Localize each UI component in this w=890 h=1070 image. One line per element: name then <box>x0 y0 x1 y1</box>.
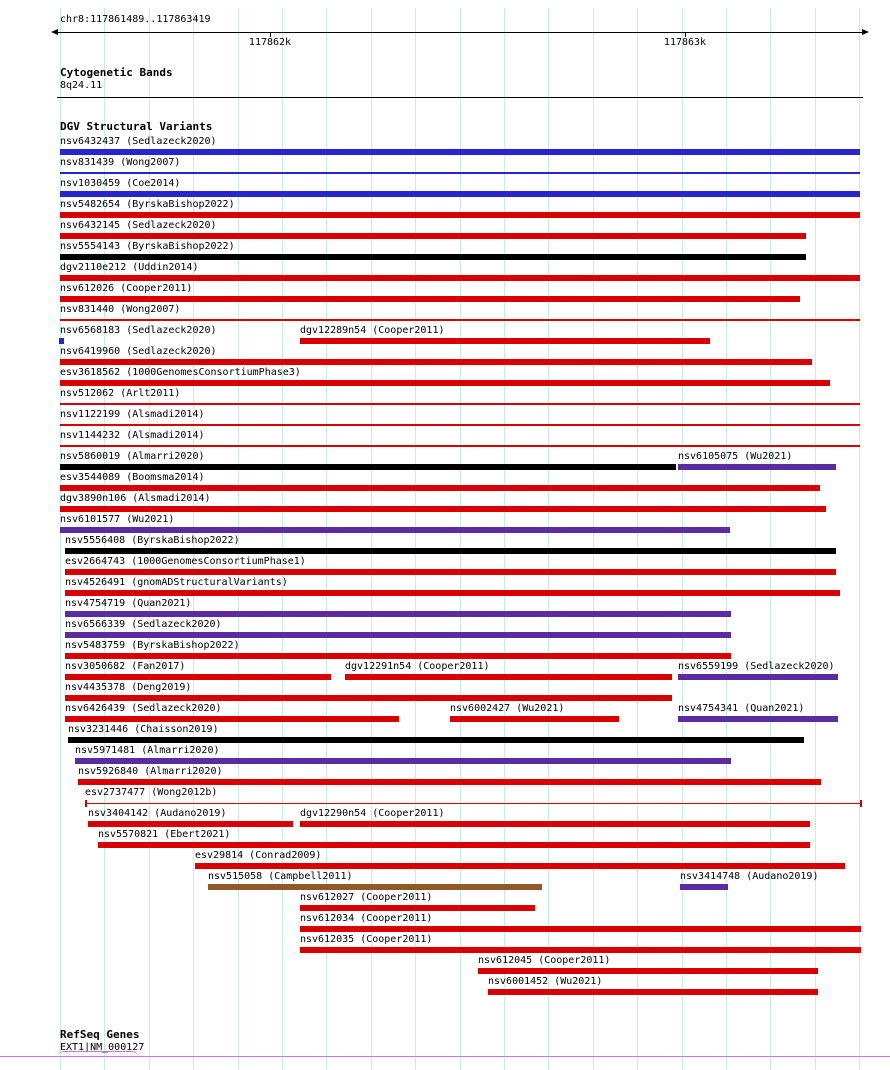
variant-label[interactable]: nsv4754719 (Quan2021) <box>65 598 192 609</box>
region-coordinates: chr8:117861489..117863419 <box>60 14 211 25</box>
variant-bar[interactable] <box>85 800 862 807</box>
variant-bar[interactable] <box>678 716 838 722</box>
variant-label[interactable]: dgv12291n54 (Cooper2011) <box>345 661 490 672</box>
variant-bar[interactable] <box>65 674 331 680</box>
variant-label[interactable]: nsv6101577 (Wu2021) <box>60 514 175 525</box>
gridline <box>637 8 638 1070</box>
variant-label[interactable]: nsv1122199 (Alsmadi2014) <box>60 409 205 420</box>
variant-bar[interactable] <box>59 338 64 344</box>
variant-label[interactable]: nsv6432145 (Sedlazeck2020) <box>60 220 217 231</box>
variant-label[interactable]: nsv4526491 (gnomADStructuralVariants) <box>65 577 288 588</box>
gridline <box>815 8 816 1070</box>
ruler-tick-label: 117863k <box>663 37 707 48</box>
variant-bar[interactable] <box>68 737 804 743</box>
variant-label[interactable]: dgv12289n54 (Cooper2011) <box>300 325 445 336</box>
variant-bar[interactable] <box>60 149 860 155</box>
variant-label[interactable]: nsv5482654 (ByrskaBishop2022) <box>60 199 235 210</box>
variant-bar[interactable] <box>345 674 672 680</box>
variant-label[interactable]: nsv5483759 (ByrskaBishop2022) <box>65 640 240 651</box>
variant-label[interactable]: nsv6568183 (Sedlazeck2020) <box>60 325 217 336</box>
variant-label[interactable]: nsv5554143 (ByrskaBishop2022) <box>60 241 235 252</box>
gridline <box>726 8 727 1070</box>
variant-bar[interactable] <box>65 653 731 659</box>
variant-label[interactable]: nsv612027 (Cooper2011) <box>300 892 433 903</box>
variant-bar[interactable] <box>78 779 821 785</box>
variant-bar[interactable] <box>60 445 860 447</box>
variant-label[interactable]: esv2737477 (Wong2012b) <box>85 787 218 798</box>
variant-bar[interactable] <box>65 716 399 722</box>
variant-label[interactable]: nsv4435378 (Deng2019) <box>65 682 192 693</box>
variant-bar[interactable] <box>60 359 812 365</box>
variant-label[interactable]: nsv5926840 (Almarri2020) <box>78 766 223 777</box>
variant-bar[interactable] <box>488 989 818 995</box>
variant-label[interactable]: nsv6002427 (Wu2021) <box>450 703 565 714</box>
variant-label[interactable]: esv29814 (Conrad2009) <box>195 850 322 861</box>
arrow-left-icon <box>51 29 58 35</box>
variant-bar[interactable] <box>60 254 806 260</box>
variant-bar[interactable] <box>300 947 861 953</box>
variant-bar[interactable] <box>65 611 731 617</box>
variant-bar[interactable] <box>65 569 836 575</box>
variant-bar[interactable] <box>60 296 800 302</box>
variant-bar[interactable] <box>450 716 619 722</box>
variant-label[interactable]: dgv12290n54 (Cooper2011) <box>300 808 445 819</box>
variant-bar[interactable] <box>60 403 860 405</box>
variant-bar[interactable] <box>678 674 838 680</box>
gridline <box>682 8 683 1070</box>
variant-label[interactable]: nsv515058 (Campbell2011) <box>208 871 353 882</box>
variant-label[interactable]: nsv612045 (Cooper2011) <box>478 955 611 966</box>
ruler-tick-label: 117862k <box>248 37 292 48</box>
variant-bar[interactable] <box>60 233 806 239</box>
variant-bar[interactable] <box>65 548 836 554</box>
gene-label[interactable]: EXT1|NM_000127 <box>60 1042 145 1053</box>
cytoband-label[interactable]: 8q24.11 <box>60 80 103 91</box>
variant-label[interactable]: nsv6566339 (Sedlazeck2020) <box>65 619 222 630</box>
variant-label[interactable]: nsv3231446 (Chaisson2019) <box>68 724 219 735</box>
variant-bar[interactable] <box>60 380 830 386</box>
variant-bar[interactable] <box>60 212 860 218</box>
variant-label[interactable]: nsv5971481 (Almarri2020) <box>75 745 220 756</box>
variant-bar[interactable] <box>678 464 836 470</box>
variant-bar[interactable] <box>75 758 731 764</box>
variant-label[interactable]: nsv1030459 (Coe2014) <box>60 178 181 189</box>
variant-bar[interactable] <box>60 319 860 321</box>
variant-label[interactable]: nsv831440 (Wong2007) <box>60 304 181 315</box>
variant-bar[interactable] <box>478 968 818 974</box>
variant-label[interactable]: nsv612035 (Cooper2011) <box>300 934 433 945</box>
variant-label[interactable]: nsv831439 (Wong2007) <box>60 157 181 168</box>
variant-bar[interactable] <box>300 926 861 932</box>
arrow-right-icon <box>862 29 869 35</box>
variant-label[interactable]: esv3618562 (1000GenomesConsortiumPhase3) <box>60 367 301 378</box>
variant-bar[interactable] <box>300 821 810 827</box>
variant-label[interactable]: nsv6001452 (Wu2021) <box>488 976 603 987</box>
variant-label[interactable]: nsv6105075 (Wu2021) <box>678 451 793 462</box>
variant-label[interactable]: dgv2110e212 (Uddin2014) <box>60 262 199 273</box>
variant-label[interactable]: nsv612026 (Cooper2011) <box>60 283 193 294</box>
variant-bar[interactable] <box>98 842 810 848</box>
variant-label[interactable]: nsv3050682 (Fan2017) <box>65 661 186 672</box>
variant-bar[interactable] <box>65 590 840 596</box>
variant-bar[interactable] <box>60 464 676 470</box>
ruler-line <box>57 32 863 33</box>
variant-bar[interactable] <box>60 506 826 512</box>
variant-label[interactable]: nsv5860019 (Almarri2020) <box>60 451 205 462</box>
variant-label[interactable]: nsv6559199 (Sedlazeck2020) <box>678 661 835 672</box>
variant-label[interactable]: esv3544089 (Boomsma2014) <box>60 472 205 483</box>
gridline <box>548 8 549 1070</box>
variant-label[interactable]: nsv3414748 (Audano2019) <box>680 871 819 882</box>
variant-label[interactable]: esv2664743 (1000GenomesConsortiumPhase1) <box>65 556 306 567</box>
variant-bar[interactable] <box>60 424 860 426</box>
gridline <box>282 8 283 1070</box>
variant-bar[interactable] <box>680 884 728 890</box>
variant-bar[interactable] <box>65 632 731 638</box>
variant-label[interactable]: nsv1144232 (Alsmadi2014) <box>60 430 205 441</box>
variants-title: DGV Structural Variants <box>60 120 213 133</box>
variant-bar[interactable] <box>60 172 860 174</box>
variant-bar[interactable] <box>208 884 542 890</box>
gene-intron-bump <box>58 1051 138 1057</box>
variant-bar[interactable] <box>88 821 293 827</box>
variant-bar[interactable] <box>60 191 860 197</box>
variant-bar[interactable] <box>65 695 672 701</box>
variant-label[interactable]: nsv6419960 (Sedlazeck2020) <box>60 346 217 357</box>
variant-bar[interactable] <box>60 485 820 491</box>
variant-label[interactable]: nsv612034 (Cooper2011) <box>300 913 433 924</box>
variant-label[interactable]: nsv5570821 (Ebert2021) <box>98 829 231 840</box>
gridline <box>859 8 860 1070</box>
variant-label[interactable]: nsv5556408 (ByrskaBishop2022) <box>65 535 240 546</box>
gridline <box>593 8 594 1070</box>
variant-bar[interactable] <box>60 275 860 281</box>
variant-bar[interactable] <box>195 863 845 869</box>
variant-label[interactable]: nsv512062 (Arlt2011) <box>60 388 181 399</box>
variant-label[interactable]: nsv3404142 (Audano2019) <box>88 808 227 819</box>
cytoband-line[interactable] <box>57 97 863 98</box>
cytobands-title: Cytogenetic Bands <box>60 66 173 79</box>
variant-label[interactable]: nsv4754341 (Quan2021) <box>678 703 805 714</box>
gridline <box>770 8 771 1070</box>
variant-label[interactable]: nsv6432437 (Sedlazeck2020) <box>60 136 217 147</box>
variant-bar[interactable] <box>300 338 710 344</box>
refseq-title: RefSeq Genes <box>60 1028 140 1041</box>
variant-bar[interactable] <box>60 527 730 533</box>
variant-label[interactable]: dgv3890n106 (Alsmadi2014) <box>60 493 211 504</box>
variant-label[interactable]: nsv6426439 (Sedlazeck2020) <box>65 703 222 714</box>
variant-bar[interactable] <box>300 905 535 911</box>
